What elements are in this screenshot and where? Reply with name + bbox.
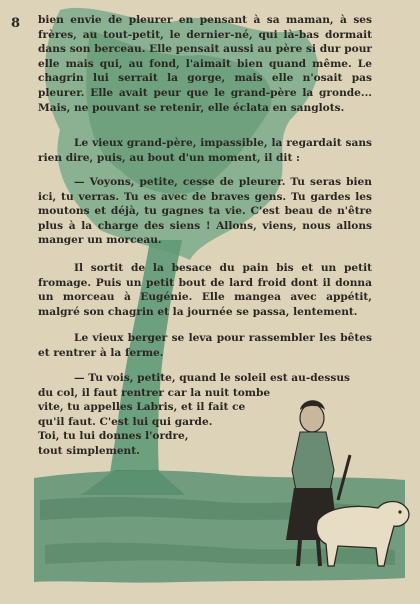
paragraph-text: Le vieux grand-père, impassible, la regardait sans rien dire, puis, au bout d'un moment, il dit : — [38, 137, 372, 164]
paragraph-2 — [38, 136, 372, 165]
paragraph-5 — [38, 331, 372, 360]
paragraph-first-line: — Tu vois, petite, quand le soleil est au-dessus — [74, 372, 350, 384]
text-line: qu'il faut. C'est lui qui garde. — [38, 415, 213, 428]
paragraph-3 — [38, 175, 372, 248]
paragraph-text: bien envie de pleurer en pensant à sa maman, à ses frères, au tout-petit, le dernier-né, qui là-bas dormait dans son berceau. Elle pensait aussi au père si dur pour elle mais qui, au fond, l'aimait bien quand même. Le chagrin lui serrait la gorge, mais elle n'osait pas pleurer. Elle avait peur que le grand-père la gronde... Mais, ne pouvant se retenir, elle éclata en sanglots. — [38, 14, 372, 114]
paragraph-text: — Voyons, petite, cesse de pleurer. Tu seras bien ici, tu verras. Tu es avec de braves gens. Tu gardes les moutons et déjà, tu gagnes ta vie. C'est beau de n'être plus à la charge des siens ! Allons, viens, nous allons manger un morceau. — [38, 176, 372, 247]
page-number: 8 — [11, 16, 21, 31]
paragraph-remaining-lines — [38, 386, 284, 459]
paragraph-4 — [38, 261, 372, 319]
paragraph-6 — [38, 371, 374, 459]
text-line: tout simplement. — [38, 444, 140, 457]
text-line: Toi, tu lui donnes l'ordre, — [38, 430, 189, 443]
paragraph-text: Le vieux berger se leva pour rassembler les bêtes et rentrer à la ferme. — [38, 332, 372, 359]
text-line: du col, il faut rentrer car la nuit tombe — [38, 386, 271, 399]
text-line: vite, tu appelles Labris, et il fait ce — [38, 401, 246, 414]
paragraph-1 — [38, 13, 372, 115]
paragraph-text: Il sortit de la besace du pain bis et un petit fromage. Puis un petit bout de lard froid dont il donna un morceau à Eugénie. Elle mangea avec appétit, malgré son chagrin et la journée se passa, lentement. — [38, 262, 372, 318]
